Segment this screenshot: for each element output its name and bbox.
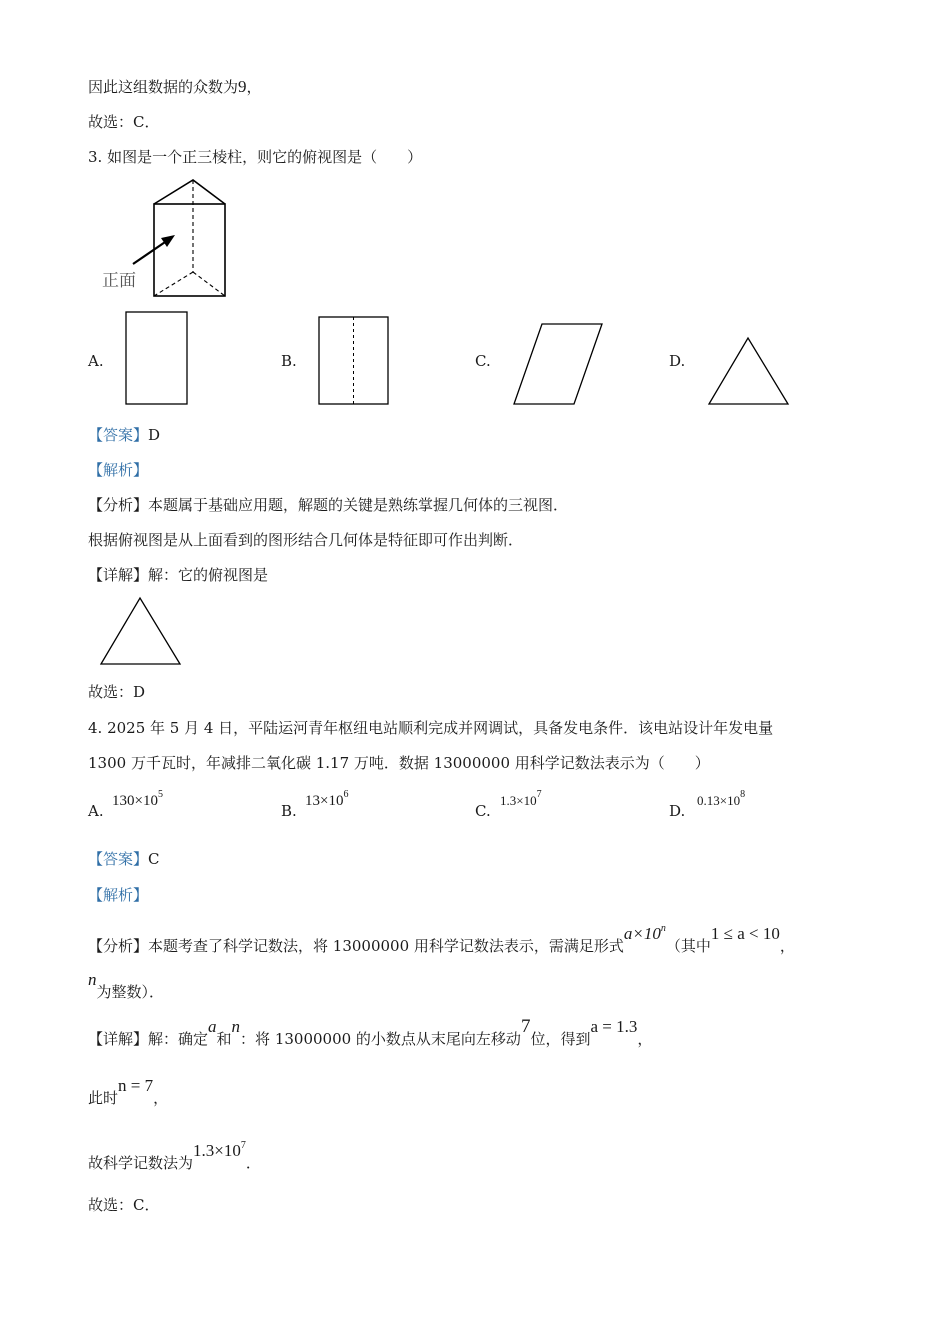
and-text: 和 xyxy=(216,1030,232,1048)
answer-tag: 【答案】 xyxy=(88,426,149,444)
q4-option-a-label: A. xyxy=(88,802,104,820)
q4-cishi-line xyxy=(88,1076,169,1109)
prism-front-face xyxy=(154,204,225,296)
option-d-label: D. xyxy=(669,352,686,370)
q4-sci-line xyxy=(88,1140,261,1174)
cishi-text: 此时 xyxy=(88,1089,119,1107)
q4-option-b-label: B. xyxy=(281,802,297,820)
detail-triangle xyxy=(99,596,183,666)
option-b-label: B. xyxy=(281,352,297,370)
q3-answer-line xyxy=(88,424,160,446)
answer-tag: 【答案】 xyxy=(88,850,149,868)
fenxi-text-b: （其中 xyxy=(665,937,711,955)
option-a-label: A. xyxy=(88,352,104,370)
q3-detail-line xyxy=(88,564,268,586)
n-equation: n = 7 xyxy=(118,1076,154,1095)
q4-option-c-value: $1.3\times 10^7$ xyxy=(500,789,542,808)
punct: ， xyxy=(246,78,262,96)
option-b-rectangle-dashed xyxy=(318,316,390,406)
q4-option-d-value: $0.13\times 10^8$ xyxy=(697,789,746,808)
detail-text: 解：确定 xyxy=(148,1030,209,1048)
question-3-stem: 3. 如图是一个正三棱柱，则它的俯视图是（ ） xyxy=(88,148,423,166)
detail-tag: 【详解】 xyxy=(88,566,149,584)
answer-value: C xyxy=(148,850,160,868)
q3-analysis-tag: 【解析】 xyxy=(88,461,149,479)
condition: 1 ≤ a < 10 xyxy=(710,924,780,943)
answer-value: D xyxy=(148,426,161,444)
question-4-stem-line1: 4. 2025 年 5 月 4 日，平陆运河青年枢纽电站顺利完成并网调试，具备发电条件．该电站设计年发电量 xyxy=(88,719,774,737)
detail-text-b: ：将 13000000 的小数点从末尾向左移动 xyxy=(240,1030,521,1048)
q4-option-a-value: $130\times 10^5$ xyxy=(112,789,163,809)
q4-option-c-label: C. xyxy=(475,802,491,820)
fenxi-text: 本题考查了科学记数法，将 13000000 用科学记数法表示，需满足形式 xyxy=(148,937,624,955)
q4-fenxi-line xyxy=(88,923,795,957)
q4-n-line xyxy=(88,970,165,1003)
detail-tag: 【详解】 xyxy=(88,1030,149,1048)
punct: ． xyxy=(245,1154,261,1172)
a-equation: a = 1.3 xyxy=(590,1017,638,1036)
q4-answer-line xyxy=(88,848,160,870)
punct: ， xyxy=(637,1030,653,1048)
fenxi-text: 本题属于基础应用题，解题的关键是熟练掌握几何体的三视图． xyxy=(148,496,569,514)
q3-fenxi-line xyxy=(88,494,568,516)
n-text: 为整数）． xyxy=(96,983,165,1001)
sci-form: $a\times 10^n$ xyxy=(623,923,666,943)
var-n: n xyxy=(88,970,97,989)
text-line-mode xyxy=(88,76,262,98)
option-a-rectangle xyxy=(125,311,189,405)
q4-detail-line xyxy=(88,1016,653,1050)
prism-top-edge xyxy=(154,180,225,204)
option-c-label: C. xyxy=(475,352,491,370)
var-a: a xyxy=(208,1017,217,1036)
q4-option-b-value: $13\times 10^6$ xyxy=(305,789,349,809)
fenxi-tag: 【分析】 xyxy=(88,496,149,514)
q4-choice-line: 故选：C． xyxy=(88,1196,160,1214)
punct: ， xyxy=(779,937,795,955)
q4-option-d-label: D. xyxy=(669,802,686,820)
q3-line2: 根据俯视图是从上面看到的图形结合几何体是特征即可作出判断． xyxy=(88,531,524,549)
q3-choice-line: 故选：D xyxy=(88,683,146,701)
option-c-parallelogram xyxy=(512,322,604,406)
sci-result: $1.3\times 10^7$ xyxy=(193,1140,246,1160)
arrow-head-icon xyxy=(161,235,175,247)
prism-hidden-edge xyxy=(193,272,225,296)
mode-value: 9 xyxy=(238,77,247,96)
question-4-stem-line2: 1300 万千瓦时，年减排二氧化碳 1.17 万吨．数据 13000000 用科学记数法表示为（ ） xyxy=(88,754,710,772)
front-label: 正面 xyxy=(102,271,136,291)
prism-hidden-edge xyxy=(154,272,193,296)
shift-count: 7 xyxy=(520,1016,531,1037)
detail-text: 解：它的俯视图是 xyxy=(148,566,269,584)
q4-analysis-tag: 【解析】 xyxy=(88,886,149,904)
option-d-triangle xyxy=(707,336,791,406)
detail-text-c: 位，得到 xyxy=(530,1030,591,1048)
choice-line-q2: 故选：C． xyxy=(88,113,160,131)
punct: ， xyxy=(153,1089,169,1107)
fenxi-tag: 【分析】 xyxy=(88,937,149,955)
var-n: n xyxy=(231,1017,241,1036)
sci-text: 故科学记数法为 xyxy=(88,1154,194,1172)
mode-sentence: 因此这组数据的众数为 xyxy=(88,78,239,96)
